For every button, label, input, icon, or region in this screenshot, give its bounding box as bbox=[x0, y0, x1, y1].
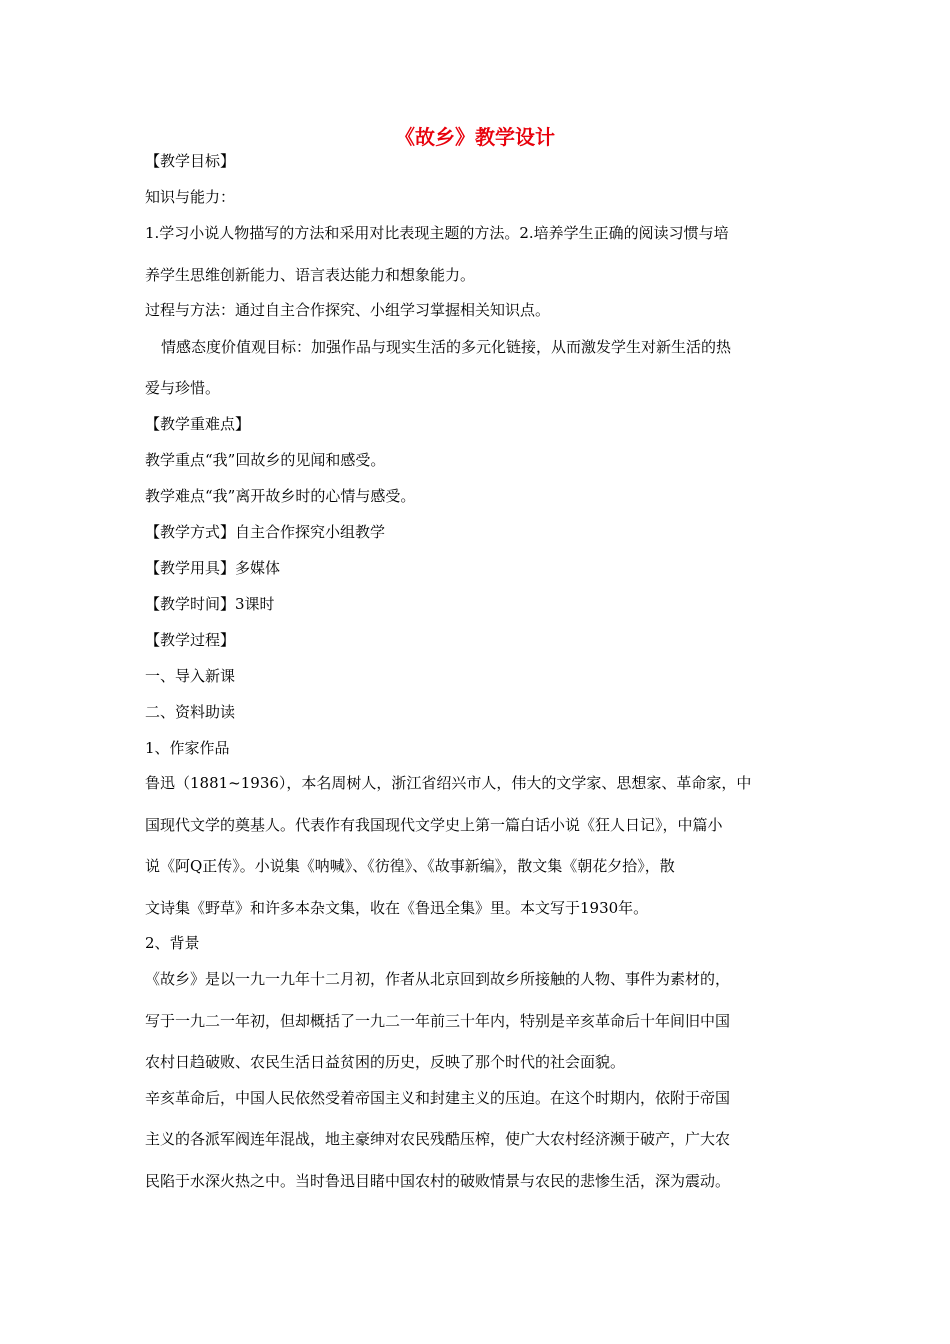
paragraph-emotion-goal: 情感态度价值观目标：加强作品与现实生活的多元化链接，从而激发学生对新生活的热 bbox=[161, 338, 732, 356]
step-2-reading: 二、资料助读 bbox=[145, 703, 236, 721]
subheading-background: 2、背景 bbox=[145, 934, 200, 952]
paragraph-background-line-2: 写于一九二一年初，但却概括了一九二一年前三十年内，特别是辛亥革命后十年间旧中国 bbox=[145, 1012, 731, 1030]
paragraph-difficult-point: 教学难点“我”离开故乡时的心情与感受。 bbox=[145, 487, 416, 505]
section-teaching-time: 【教学时间】3课时 bbox=[145, 595, 275, 613]
paragraph-history-line-1: 辛亥革命后，中国人民依然受着帝国主义和封建主义的压迫。在这个时期内，依附于帝国 bbox=[145, 1089, 731, 1107]
section-teaching-tools: 【教学用具】多媒体 bbox=[145, 559, 281, 577]
paragraph-author-line-2: 国现代文学的奠基人。代表作有我国现代文学史上第一篇白话小说《狂人日记》，中篇小 bbox=[145, 816, 723, 834]
paragraph-background-line-3: 农村日趋破败、农民生活日益贫困的历史，反映了那个时代的社会面貌。 bbox=[145, 1053, 626, 1071]
page-title: 《故乡》教学设计 bbox=[395, 125, 555, 149]
paragraph-key-point: 教学重点“我”回故乡的见闻和感受。 bbox=[145, 451, 386, 469]
section-heading-key-points: 【教学重难点】 bbox=[145, 415, 251, 433]
subheading-author-works: 1、作家作品 bbox=[145, 739, 230, 757]
section-heading-goals: 【教学目标】 bbox=[145, 152, 236, 170]
paragraph-history-line-3: 民陷于水深火热之中。当时鲁迅目睹中国农村的破败情景与农民的悲惨生活，深为震动。 bbox=[145, 1172, 731, 1190]
paragraph-process-method: 过程与方法：通过自主合作探究、小组学习掌握相关知识点。 bbox=[145, 301, 551, 319]
section-teaching-method: 【教学方式】自主合作探究小组教学 bbox=[145, 523, 386, 541]
paragraph-goal-1: 1.学习小说人物描写的方法和采用对比表现主题的方法。2.培养学生正确的阅读习惯与培 bbox=[145, 224, 729, 242]
section-heading-process: 【教学过程】 bbox=[145, 631, 236, 649]
paragraph-author-line-3: 说《阿Q正传》。小说集《呐喊》、《彷徨》、《故事新编》，散文集《朝花夕拾》，散 bbox=[145, 857, 675, 875]
step-1-intro: 一、导入新课 bbox=[145, 667, 236, 685]
paragraph-goal-1-cont: 养学生思维创新能力、语言表达能力和想象能力。 bbox=[145, 266, 476, 284]
paragraph-author-line-4: 文诗集《野草》和许多本杂文集，收在《鲁迅全集》里。本文写于1930年。 bbox=[145, 899, 649, 917]
paragraph-emotion-goal-cont: 爱与珍惜。 bbox=[145, 379, 221, 397]
paragraph-knowledge-ability: 知识与能力： bbox=[145, 188, 236, 206]
paragraph-history-line-2: 主义的各派军阀连年混战，地主豪绅对农民残酷压榨，使广大农村经济濒于破产，广大农 bbox=[145, 1130, 731, 1148]
paragraph-author-line-1: 鲁迅（1881~1936），本名周树人，浙江省绍兴市人，伟大的文学家、思想家、革命家，中 bbox=[145, 774, 752, 792]
paragraph-background-line-1: 《故乡》是以一九一九年十二月初，作者从北京回到故乡所接触的人物、事件为素材的， bbox=[145, 970, 731, 988]
